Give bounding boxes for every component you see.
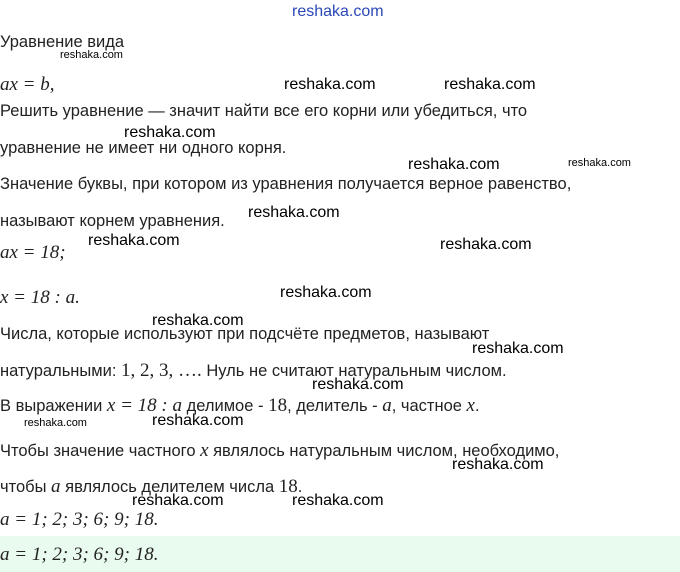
text-span: В выражении	[0, 397, 107, 415]
natural-numbers: 1, 2, 3, ….	[121, 360, 202, 381]
dividend-value: 18	[268, 395, 288, 416]
divisor-symbol: a	[382, 395, 392, 416]
text-line-5: называют корнем уравнения.	[0, 212, 225, 230]
watermark: reshaka.com	[312, 376, 404, 393]
watermark: reshaka.com	[444, 76, 536, 93]
text-line-3: уравнение не имеет ни одного корня.	[0, 139, 287, 157]
inline-expression: x = 18 : a	[106, 395, 183, 416]
number-18: 18	[278, 476, 298, 497]
text-span: , частное	[391, 397, 467, 415]
text-line-1: Уравнение вида	[0, 33, 125, 51]
watermark: reshaka.com	[132, 492, 224, 509]
watermark: reshaka.com	[292, 492, 384, 509]
equation-text: ax = 18;	[0, 242, 66, 263]
divisor-symbol: a	[51, 476, 61, 497]
answer-line	[0, 544, 158, 566]
watermark: reshaka.com	[152, 312, 244, 329]
watermark: reshaka.com	[568, 157, 631, 169]
text-span: Чтобы значение частного	[0, 442, 201, 460]
text-span: .	[297, 478, 303, 496]
watermark: reshaka.com	[292, 3, 384, 20]
quotient-symbol: x	[466, 395, 475, 416]
text-line-6: Числа, которые используют при подсчёте предметов, называют	[0, 325, 490, 343]
watermark: reshaka.com	[124, 124, 216, 141]
watermark: reshaka.com	[408, 156, 500, 173]
watermark: reshaka.com	[24, 417, 87, 429]
watermark: reshaka.com	[284, 76, 376, 93]
watermark: reshaka.com	[60, 49, 123, 61]
answer-text: a = 1; 2; 3; 6; 9; 18.	[0, 544, 159, 565]
equation-ax-18	[0, 242, 66, 264]
text-span: натуральными:	[0, 362, 122, 380]
text-line-4: Значение буквы, при котором из уравнения получается верное равенство,	[0, 175, 572, 193]
equation-text: x = 18 : a.	[0, 287, 80, 308]
text-span: Нуль не считают натуральным числом.	[201, 362, 507, 380]
equation-divisors	[0, 509, 158, 531]
watermark: reshaka.com	[152, 412, 244, 429]
equation-text: ax = b,	[0, 74, 55, 95]
equation-ax-b	[0, 74, 55, 96]
text-line-2: Решить уравнение — значит найти все его корни или убедиться, что	[0, 102, 528, 120]
watermark: reshaka.com	[472, 340, 564, 357]
text-line-7	[0, 360, 507, 382]
watermark: reshaka.com	[452, 456, 544, 473]
watermark: reshaka.com	[88, 232, 180, 249]
watermark: reshaka.com	[248, 204, 340, 221]
text-span: , делитель -	[287, 397, 383, 415]
text-span: делимое -	[182, 397, 269, 415]
equation-x-18-div-a	[0, 287, 80, 309]
equation-text: a = 1; 2; 3; 6; 9; 18.	[0, 509, 159, 530]
text-span: являлось натуральным числом, необходимо,	[208, 442, 560, 460]
watermark: reshaka.com	[440, 236, 532, 253]
text-span: .	[474, 397, 480, 415]
watermark: reshaka.com	[280, 284, 372, 301]
text-span: являлось делителем числа	[60, 478, 279, 496]
quotient-symbol: x	[200, 440, 209, 461]
text-span: чтобы	[0, 478, 52, 496]
